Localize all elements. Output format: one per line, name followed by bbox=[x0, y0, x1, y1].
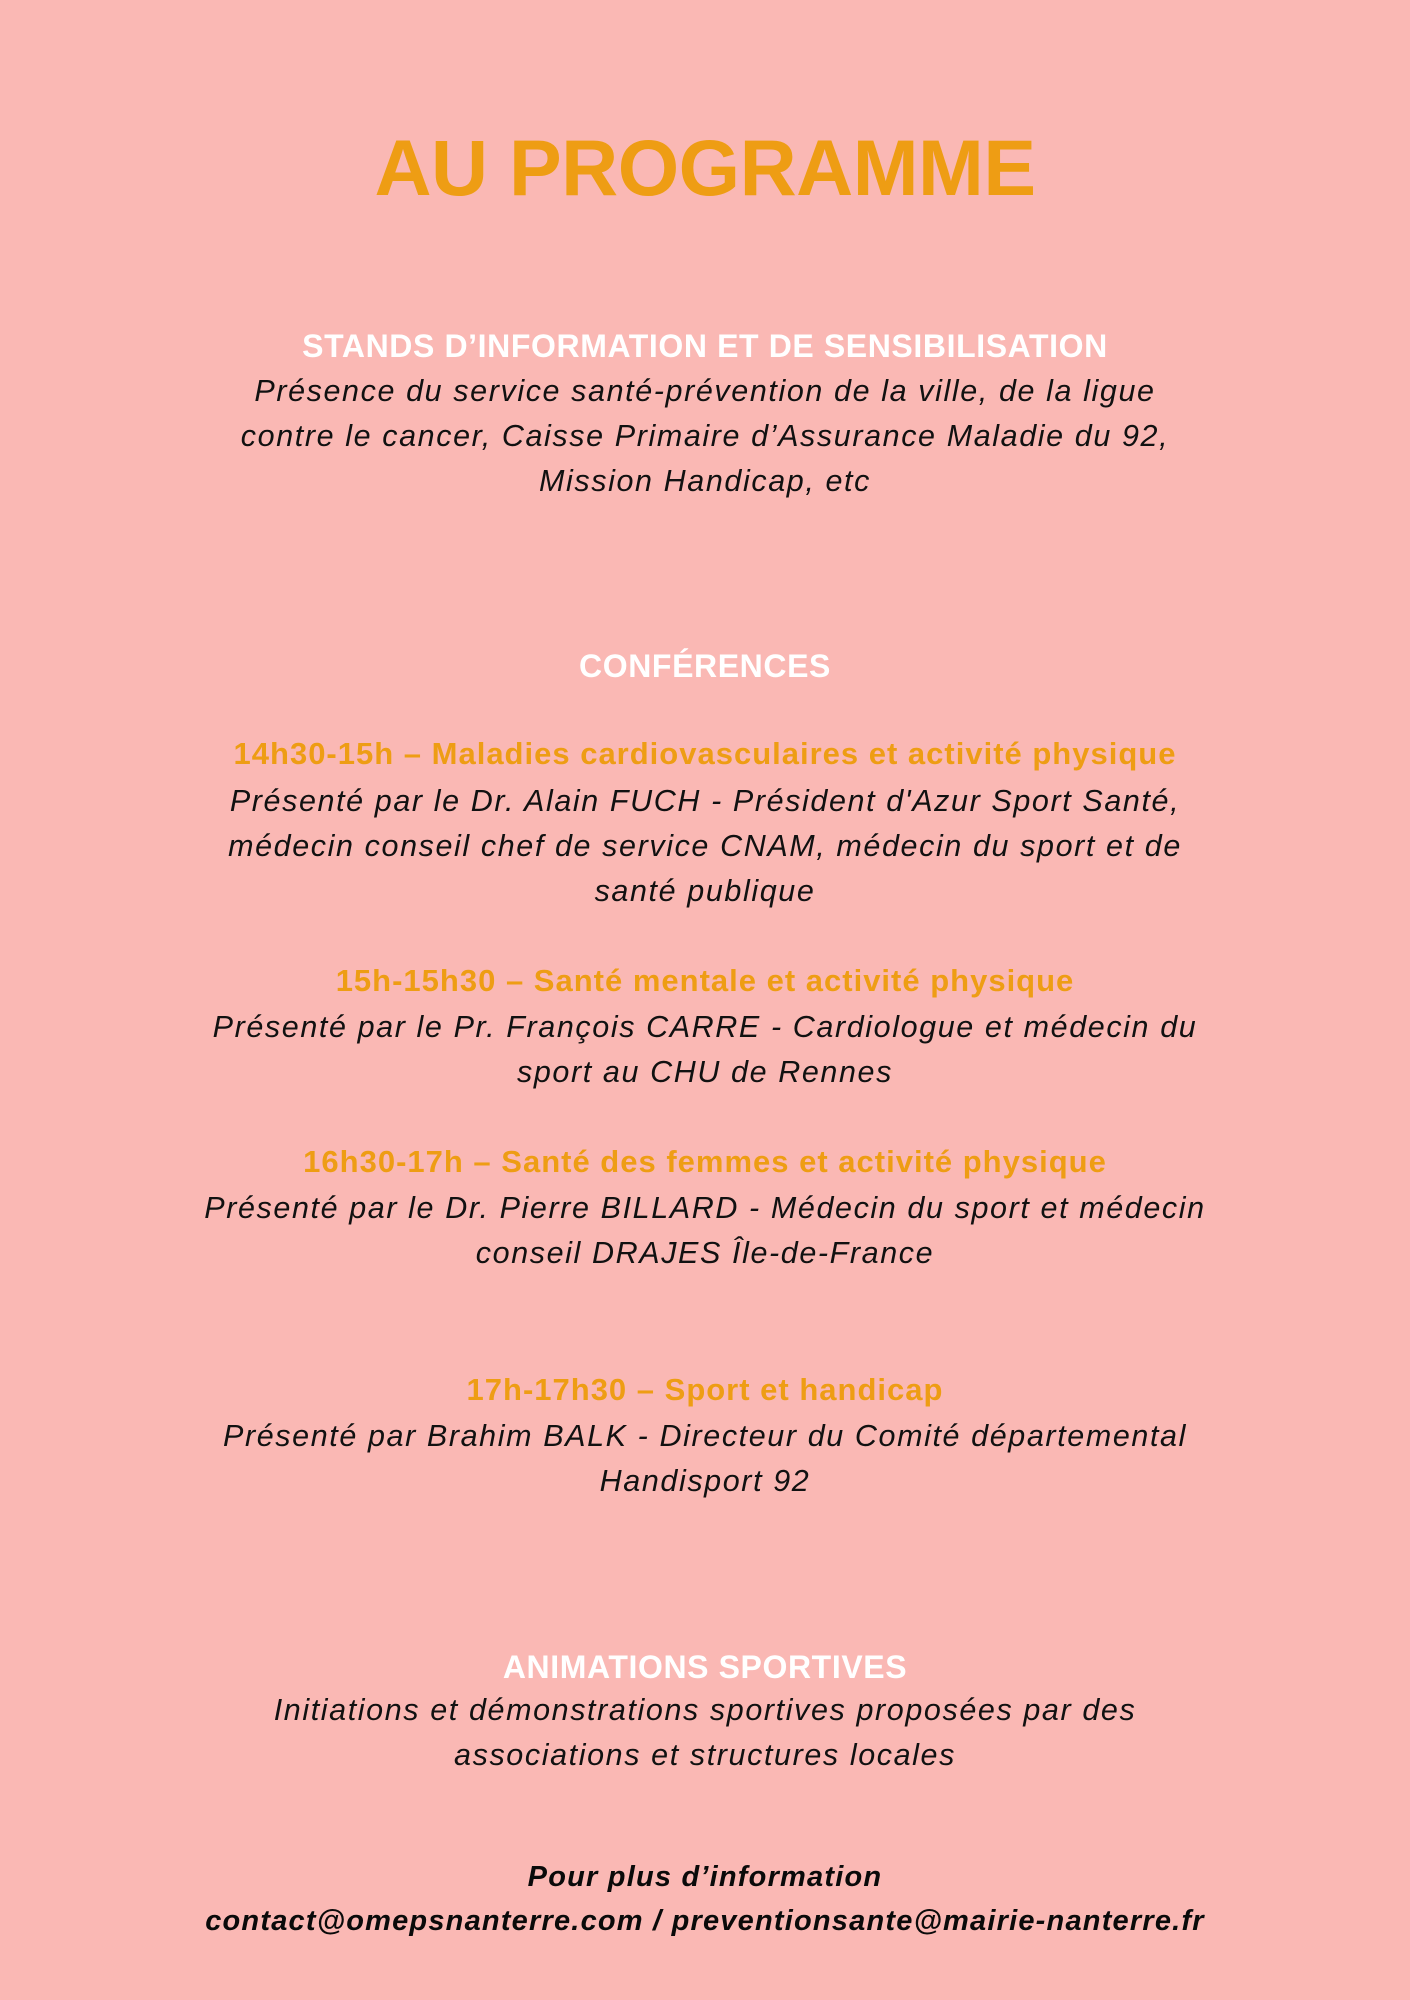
talk-line: sport au CHU de Rennes bbox=[517, 1055, 893, 1089]
animations-line: associations et structures locales bbox=[454, 1738, 956, 1772]
talk-description bbox=[0, 1005, 1410, 1095]
talk-line: médecin conseil chef de service CNAM, médecin du sport et de bbox=[228, 829, 1182, 863]
animations-heading: ANIMATIONS SPORTIVES bbox=[502, 1649, 908, 1685]
stands-description bbox=[0, 369, 1410, 504]
animations-description bbox=[0, 1688, 1410, 1778]
stands-line: Présence du service santé-prévention de la ville, de la ligue bbox=[254, 374, 1156, 408]
conferences-heading: CONFÉRENCES bbox=[579, 648, 831, 684]
footer-label: Pour plus d’information bbox=[527, 1861, 883, 1893]
page-title: AU PROGRAMME bbox=[374, 123, 1036, 212]
stands-heading: STANDS D’INFORMATION ET DE SENSIBILISATION bbox=[302, 328, 1108, 364]
talk-line: conseil DRAJES Île-de-France bbox=[475, 1236, 935, 1270]
talk-title: 16h30-17h – Santé des femmes et activité physique bbox=[303, 1144, 1107, 1179]
stands-line: contre le cancer, Caisse Primaire d’Assurance Maladie du 92, bbox=[240, 419, 1170, 453]
talk-line: santé publique bbox=[594, 874, 816, 908]
talk-title: 17h-17h30 – Sport et handicap bbox=[466, 1372, 944, 1407]
stands-line: Mission Handicap, etc bbox=[539, 464, 871, 498]
talk-line: Présenté par Brahim BALK - Directeur du Comité départemental bbox=[223, 1419, 1187, 1453]
animations-line: Initiations et démonstrations sportives proposées par des bbox=[273, 1693, 1137, 1727]
talk-description bbox=[0, 1414, 1410, 1504]
talk-title: 15h-15h30 – Santé mentale et activité physique bbox=[335, 963, 1075, 998]
talk-description bbox=[0, 779, 1410, 914]
talk-title: 14h30-15h – Maladies cardiovasculaires et activité physique bbox=[233, 736, 1177, 771]
footer-contacts: contact@omepsnanterre.com / preventionsante@mairie-nanterre.fr bbox=[205, 1905, 1205, 1937]
talk-line: Handisport 92 bbox=[599, 1464, 811, 1498]
talk-line: Présenté par le Dr. Alain FUCH - Président d'Azur Sport Santé, bbox=[229, 784, 1181, 818]
talk-line: Présenté par le Dr. Pierre BILLARD - Médecin du sport et médecin bbox=[204, 1191, 1206, 1225]
talk-description bbox=[0, 1186, 1410, 1276]
talk-line: Présenté par le Pr. François CARRE - Cardiologue et médecin du bbox=[212, 1010, 1198, 1044]
